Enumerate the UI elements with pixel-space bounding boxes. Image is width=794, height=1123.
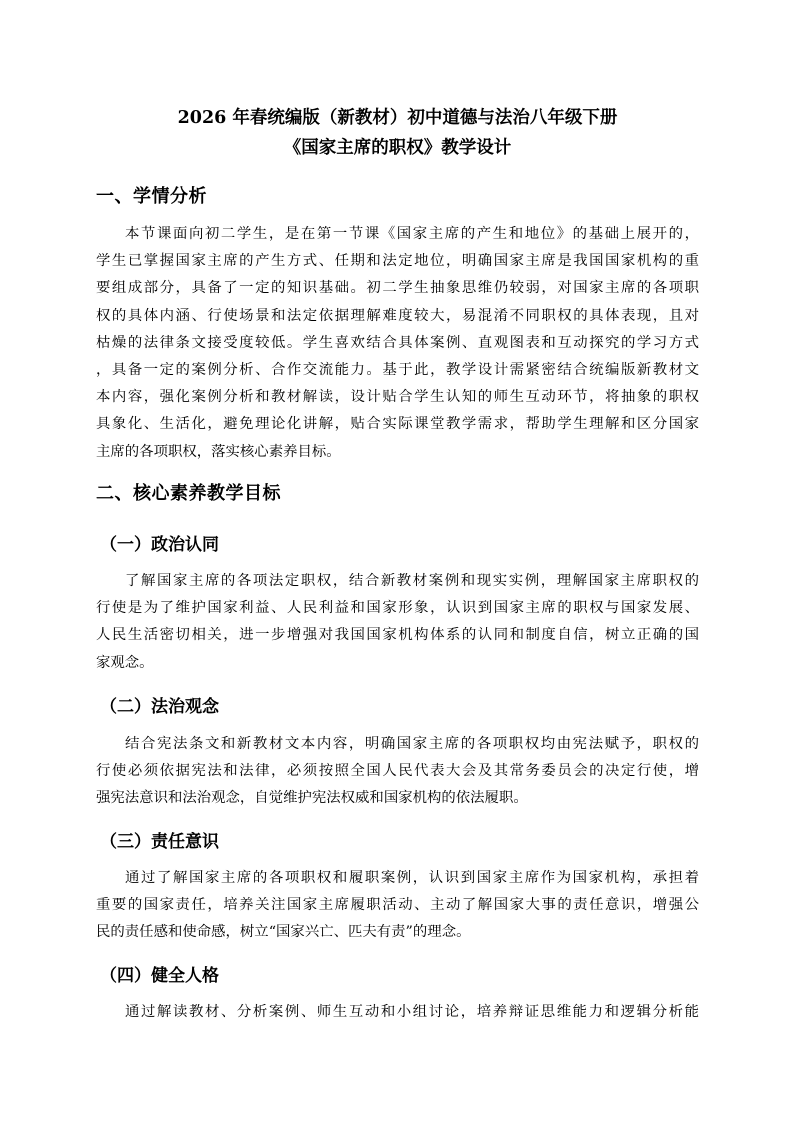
paragraph-learning-analysis bbox=[96, 221, 699, 466]
text-line: 主席的各项职权，落实核心素养目标。 bbox=[96, 443, 341, 460]
text-line: 学生已掌握国家主席的产生方式、任期和法定地位，明确国家主席是我国国家机构的重 bbox=[96, 253, 699, 270]
subsection-heading-political-identity: （一）政治认同 bbox=[100, 535, 219, 555]
document-title bbox=[96, 103, 699, 163]
text-line: 权的具体内涵、行使场景和法定依据理解难度较大，易混淆不同职权的具体表现，且对 bbox=[96, 307, 699, 324]
paragraph-responsibility bbox=[96, 865, 699, 947]
paragraph-political-identity bbox=[96, 568, 699, 677]
text-line: 民的责任感和使命感，树立“国家兴亡、匹夫有责”的理念。 bbox=[96, 924, 471, 941]
section-heading-core-objectives: 二、核心素养教学目标 bbox=[96, 483, 281, 504]
text-line: 重要的国家责任，培养关注国家主席履职活动、主动了解国家大事的责任意识，增强公 bbox=[96, 897, 699, 914]
text-line: 家观念。 bbox=[96, 654, 154, 671]
text-line: ，具备一定的案例分析、合作交流能力。基于此，教学设计需紧密结合统编版新教材文 bbox=[96, 361, 699, 378]
text-line: 行使必须依据宪法和法律，必须按照全国人民代表大会及其常务委员会的决定行使，增 bbox=[96, 763, 699, 780]
section-heading-learning-analysis: 一、学情分析 bbox=[96, 186, 207, 207]
text-line: 行使是为了维护国家利益、人民利益和国家形象，认识到国家主席的职权与国家发展、 bbox=[96, 600, 699, 617]
text-line: 通过了解国家主席的各项职权和履职案例，认识到国家主席作为国家机构，承担着 bbox=[125, 870, 699, 886]
paragraph-rule-of-law bbox=[96, 731, 699, 813]
subsection-heading-rule-of-law: （二）法治观念 bbox=[100, 697, 219, 717]
subsection-heading-responsibility: （三）责任意识 bbox=[100, 832, 219, 852]
title-line-1: 2026 年春统编版（新教材）初中道德与法治八年级下册 bbox=[177, 108, 618, 128]
text-line: 本内容，强化案例分析和教材解读，设计贴合学生认知的师生互动环节，将抽象的职权 bbox=[96, 389, 699, 406]
text-line: 强宪法意识和法治观念，自觉维护宪法权威和国家机构的依法履职。 bbox=[96, 790, 528, 807]
paragraph-sound-personality bbox=[96, 999, 699, 1026]
text-line: 结合宪法条文和新教材文本内容，明确国家主席的各项职权均由宪法赋予，职权的 bbox=[125, 736, 699, 752]
text-line: 了解国家主席的各项法定职权，结合新教材案例和现实实例，理解国家主席职权的 bbox=[125, 573, 699, 589]
text-line: 枯燥的法律条文接受度较低。学生喜欢结合具体案例、直观图表和互动探究的学习方式 bbox=[96, 334, 699, 351]
text-line: 要组成部分，具备了一定的知识基础。初二学生抽象思维仍较弱，对国家主席的各项职 bbox=[96, 280, 699, 297]
subsection-heading-sound-personality: （四）健全人格 bbox=[100, 966, 219, 986]
text-line: 本节课面向初二学生，是在第一节课《国家主席的产生和地位》的基础上展开的， bbox=[125, 226, 699, 242]
text-line: 人民生活密切相关，进一步增强对我国国家机构体系的认同和制度自信，树立正确的国 bbox=[96, 627, 699, 644]
text-line: 通过解读教材、分析案例、师生互动和小组讨论，培养辩证思维能力和逻辑分析能 bbox=[125, 1004, 699, 1020]
title-line-2: 《国家主席的职权》教学设计 bbox=[283, 138, 512, 158]
text-line: 具象化、生活化，避免理论化讲解，贴合实际课堂教学需求，帮助学生理解和区分国家 bbox=[96, 416, 699, 433]
